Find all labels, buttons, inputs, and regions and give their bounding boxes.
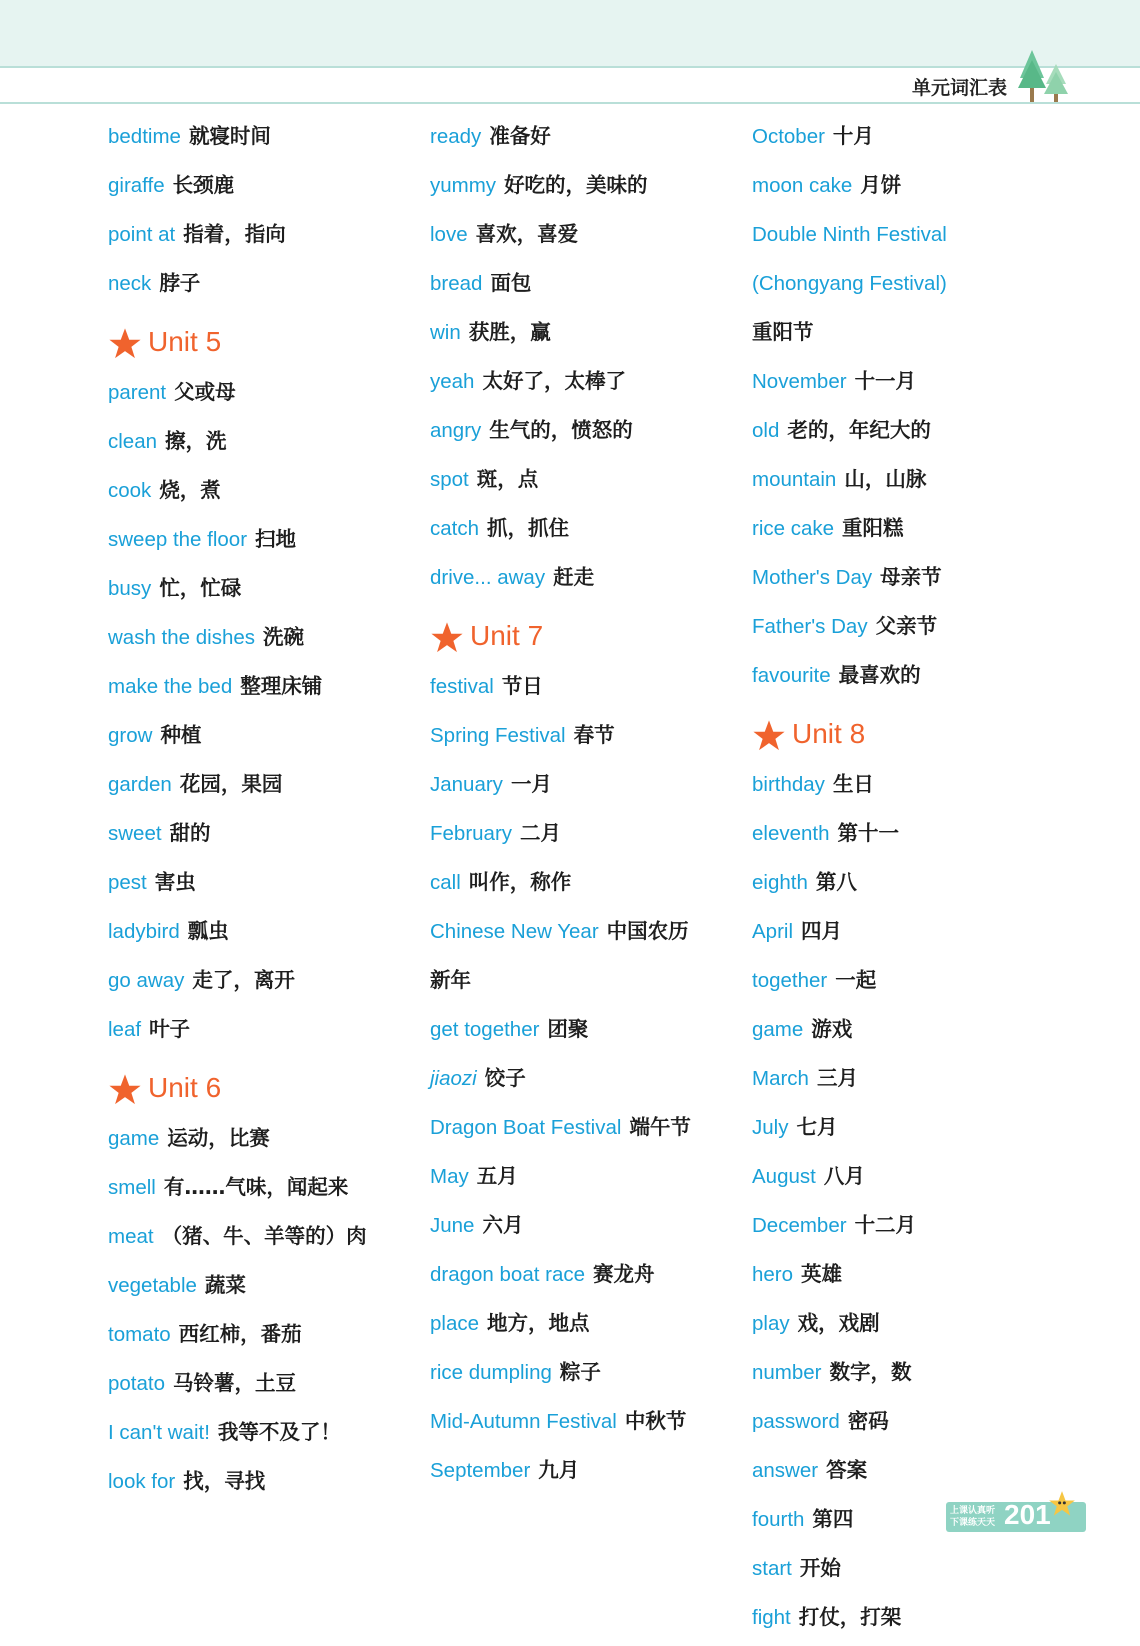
- chinese-meaning: 地方，地点: [487, 1311, 590, 1335]
- vocab-entry: [108, 1314, 428, 1363]
- vocab-entry: [430, 715, 750, 764]
- chinese-meaning: 六月: [482, 1213, 524, 1237]
- english-word: Chinese New Year: [430, 920, 599, 943]
- english-word: love: [430, 223, 468, 246]
- english-word: spot: [430, 468, 469, 491]
- english-word: sweet: [108, 822, 162, 845]
- vocab-entry: [752, 813, 1072, 862]
- chinese-meaning: 一月: [510, 772, 552, 796]
- vocab-entry: [752, 312, 1072, 361]
- chinese-meaning: 害虫: [154, 870, 196, 894]
- unit-heading: [752, 704, 1072, 764]
- chinese-meaning: 第四: [812, 1507, 854, 1531]
- chinese-meaning: 母亲节: [880, 565, 942, 589]
- chinese-meaning: 重阳糕: [842, 516, 904, 540]
- english-word: birthday: [752, 773, 825, 796]
- english-word: place: [430, 1312, 480, 1335]
- english-word: catch: [430, 517, 479, 540]
- unit-title: Unit 6: [148, 1072, 222, 1103]
- english-word: meat: [108, 1225, 154, 1248]
- vocab-entry: [752, 116, 1072, 165]
- chinese-meaning: 瓢虫: [187, 919, 229, 943]
- vocab-entry: [108, 372, 428, 421]
- english-word: favourite: [752, 664, 831, 687]
- english-word: game: [752, 1018, 804, 1041]
- english-word: point at: [108, 223, 176, 246]
- chinese-meaning: 准备好: [489, 124, 551, 148]
- chinese-meaning: 赶走: [553, 565, 595, 589]
- chinese-meaning: 二月: [520, 821, 562, 845]
- english-word: get together: [430, 1018, 540, 1041]
- unit-heading: [108, 1058, 428, 1118]
- english-word: ready: [430, 125, 482, 148]
- vocab-entry: [108, 1363, 428, 1412]
- vocab-entry: [108, 1265, 428, 1314]
- english-word: game: [108, 1127, 160, 1150]
- chinese-meaning: 五月: [476, 1164, 518, 1188]
- chinese-meaning: 新年: [430, 968, 471, 992]
- english-word: clean: [108, 430, 158, 453]
- english-word: giraffe: [108, 174, 165, 197]
- star-icon: [108, 1073, 142, 1107]
- chinese-meaning: 中秋节: [624, 1409, 687, 1433]
- chinese-meaning: 十二月: [854, 1213, 917, 1237]
- vocab-column-1: [108, 116, 428, 1510]
- chinese-meaning: 斑，点: [476, 467, 539, 491]
- chinese-meaning: 找，寻找: [183, 1469, 266, 1493]
- vocab-entry: [430, 813, 750, 862]
- chinese-meaning: 烧，煮: [159, 478, 221, 502]
- chinese-meaning: 四月: [801, 919, 843, 943]
- english-word: win: [430, 321, 461, 344]
- vocab-entry: [430, 1352, 750, 1401]
- vocab-entry: [752, 1107, 1072, 1156]
- english-word: answer: [752, 1459, 819, 1482]
- vocab-entry: [108, 911, 428, 960]
- vocab-entry: [752, 214, 1072, 263]
- chinese-meaning: 打仗，打架: [798, 1605, 902, 1629]
- english-word: leaf: [108, 1018, 142, 1041]
- vocab-entry: [430, 1303, 750, 1352]
- english-word: yeah: [430, 370, 475, 393]
- english-word: moon cake: [752, 174, 853, 197]
- english-word: number: [752, 1361, 822, 1384]
- chinese-meaning: 面包: [490, 271, 532, 295]
- vocab-entry: [752, 1009, 1072, 1058]
- vocab-entry: [430, 764, 750, 813]
- english-word: July: [752, 1116, 789, 1139]
- chinese-meaning: 生日: [832, 772, 874, 796]
- vocab-entry: [108, 568, 428, 617]
- star-icon: [108, 327, 142, 361]
- chinese-meaning: 长颈鹿: [172, 173, 235, 197]
- english-word: January: [430, 773, 503, 796]
- chinese-meaning: 最喜欢的: [838, 663, 921, 687]
- english-word: September: [430, 1459, 531, 1482]
- english-word: October: [752, 125, 825, 148]
- badge-slogan: [950, 1505, 1004, 1529]
- english-word: wash the dishes: [108, 626, 256, 649]
- vocab-entry: [108, 862, 428, 911]
- chinese-meaning: 生气的，愤怒的: [489, 418, 633, 442]
- chinese-meaning: 擦，洗: [165, 429, 227, 453]
- vocab-entry: [752, 361, 1072, 410]
- vocab-entry: [108, 116, 428, 165]
- vocab-column-3: [752, 116, 1072, 1646]
- english-word: go away: [108, 969, 185, 992]
- chinese-meaning: 九月: [538, 1458, 580, 1482]
- english-word: cook: [108, 479, 152, 502]
- unit-title: Unit 7: [470, 620, 544, 651]
- chinese-meaning: 有……气味，闻起来: [163, 1175, 349, 1199]
- top-band: [0, 0, 1140, 68]
- english-word: August: [752, 1165, 816, 1188]
- vocab-entry: [108, 666, 428, 715]
- english-word: smell: [108, 1176, 156, 1199]
- chinese-meaning: 叫作，称作: [468, 870, 572, 894]
- vocab-entry: [108, 214, 428, 263]
- chinese-meaning: 太好了，太棒了: [482, 369, 626, 393]
- vocab-entry: [752, 557, 1072, 606]
- english-word: eighth: [752, 871, 808, 894]
- chinese-meaning: 饺子: [484, 1066, 526, 1090]
- english-word: start: [752, 1557, 792, 1580]
- tree-icon: [1018, 48, 1078, 106]
- english-word: November: [752, 370, 847, 393]
- english-word: June: [430, 1214, 475, 1237]
- chinese-meaning: 花园，果园: [179, 772, 283, 796]
- vocab-entry: [108, 1412, 428, 1461]
- vocab-entry: [752, 1352, 1072, 1401]
- chinese-meaning: 马铃薯，土豆: [173, 1371, 296, 1395]
- english-word: play: [752, 1312, 790, 1335]
- chinese-meaning: 七月: [796, 1115, 838, 1139]
- vocab-entry: [108, 960, 428, 1009]
- star-mascot-icon: [1048, 1490, 1076, 1518]
- vocab-entry: [430, 1401, 750, 1450]
- english-word: potato: [108, 1372, 165, 1395]
- chinese-meaning: （猪、牛、羊等的）肉: [161, 1224, 367, 1248]
- english-word: call: [430, 871, 461, 894]
- chinese-meaning: 获胜，赢: [468, 320, 551, 344]
- english-word: garden: [108, 773, 172, 796]
- english-word: vegetable: [108, 1274, 197, 1297]
- vocab-entry: [752, 165, 1072, 214]
- chinese-meaning: 扫地: [255, 527, 297, 551]
- vocab-entry: [430, 666, 750, 715]
- chinese-meaning: 种植: [160, 723, 202, 747]
- english-word: Mid-Autumn Festival: [430, 1410, 617, 1433]
- chinese-meaning: 三月: [816, 1066, 858, 1090]
- chinese-meaning: 洗碗: [263, 625, 305, 649]
- vocab-entry: [752, 1401, 1072, 1450]
- chinese-meaning: 密码: [847, 1409, 889, 1433]
- badge-line-2: 下课练天天: [950, 1518, 996, 1528]
- chinese-meaning: 叶子: [149, 1017, 191, 1041]
- vocab-entry: [752, 1058, 1072, 1107]
- vocab-entry: [430, 1058, 750, 1107]
- english-word: busy: [108, 577, 152, 600]
- chinese-meaning: 我等不及了！: [217, 1420, 341, 1444]
- vocab-entry: [108, 421, 428, 470]
- star-icon: [752, 719, 786, 753]
- english-word: together: [752, 969, 828, 992]
- vocab-entry: [752, 508, 1072, 557]
- english-word: yummy: [430, 174, 497, 197]
- english-word: bread: [430, 272, 483, 295]
- unit-heading: [108, 312, 428, 372]
- english-word: jiaozi: [430, 1067, 477, 1090]
- chinese-meaning: 端午节: [629, 1115, 691, 1139]
- chinese-meaning: 第十一: [837, 821, 900, 845]
- unit-title: Unit 5: [148, 326, 222, 357]
- vocab-entry: [430, 911, 750, 960]
- star-icon: [430, 621, 464, 655]
- chinese-meaning: 团聚: [547, 1017, 589, 1041]
- english-word: pest: [108, 871, 147, 894]
- vocab-entry: [430, 1254, 750, 1303]
- chinese-meaning: 中国农历: [606, 919, 689, 943]
- english-word: make the bed: [108, 675, 233, 698]
- unit-heading: [430, 606, 750, 666]
- vocab-entry: [430, 557, 750, 606]
- english-word: Father's Day: [752, 615, 868, 638]
- vocab-entry: [430, 459, 750, 508]
- chinese-meaning: 忙，忙碌: [159, 576, 242, 600]
- english-word: Dragon Boat Festival: [430, 1116, 622, 1139]
- english-word: (Chongyang Festival): [752, 272, 947, 295]
- vocab-entry: [752, 606, 1072, 655]
- vocab-entry: [108, 764, 428, 813]
- vocab-entry: [108, 1009, 428, 1058]
- vocab-entry: [752, 1548, 1072, 1597]
- english-word: March: [752, 1067, 809, 1090]
- vocab-entry: [752, 1254, 1072, 1303]
- english-word: Double Ninth Festival: [752, 223, 947, 246]
- chinese-meaning: 一起: [835, 968, 877, 992]
- vocab-entry: [108, 1216, 428, 1265]
- english-word: April: [752, 920, 794, 943]
- header-divider: [0, 102, 1140, 104]
- chinese-meaning: 赛龙舟: [593, 1262, 655, 1286]
- chinese-meaning: 蔬菜: [204, 1273, 246, 1297]
- english-word: bedtime: [108, 125, 181, 148]
- vocab-entry: [430, 214, 750, 263]
- chinese-meaning: 戏，戏剧: [797, 1311, 880, 1335]
- english-word: ladybird: [108, 920, 180, 943]
- chinese-meaning: 父或母: [174, 380, 236, 404]
- vocab-entry: [108, 165, 428, 214]
- chinese-meaning: 十一月: [854, 369, 917, 393]
- badge-line-1: 上课认真听: [950, 1506, 996, 1516]
- chinese-meaning: 山，山脉: [844, 467, 927, 491]
- chinese-meaning: 抓，抓住: [487, 516, 569, 540]
- vocab-entry: [430, 1156, 750, 1205]
- english-word: tomato: [108, 1323, 171, 1346]
- chinese-meaning: 游戏: [811, 1017, 853, 1041]
- vocab-entry: [430, 1205, 750, 1254]
- chinese-meaning: 春节: [573, 723, 615, 747]
- english-word: Spring Festival: [430, 724, 566, 747]
- chinese-meaning: 八月: [823, 1164, 865, 1188]
- vocab-entry: [752, 1156, 1072, 1205]
- english-word: look for: [108, 1470, 176, 1493]
- vocab-entry: [752, 459, 1072, 508]
- english-word: parent: [108, 381, 167, 404]
- english-word: festival: [430, 675, 494, 698]
- vocab-entry: [752, 960, 1072, 1009]
- english-word: fight: [752, 1606, 791, 1629]
- vocab-entry: [752, 263, 1072, 312]
- english-word: drive... away: [430, 566, 546, 589]
- english-word: grow: [108, 724, 153, 747]
- english-word: Mother's Day: [752, 566, 873, 589]
- chinese-meaning: 父亲节: [875, 614, 938, 638]
- vocab-entry: [108, 617, 428, 666]
- chinese-meaning: 答案: [826, 1458, 868, 1482]
- english-word: fourth: [752, 1508, 805, 1531]
- english-word: password: [752, 1410, 840, 1433]
- page-title: 单元词汇表: [912, 77, 1008, 99]
- english-word: mountain: [752, 468, 837, 491]
- english-word: neck: [108, 272, 152, 295]
- chinese-meaning: 就寝时间: [188, 124, 271, 148]
- chinese-meaning: 喜欢，喜爱: [475, 222, 579, 246]
- vocab-entry: [430, 960, 750, 1009]
- vocab-entry: [108, 519, 428, 568]
- english-word: February: [430, 822, 513, 845]
- vocab-entry: [108, 1167, 428, 1216]
- page-number: 201: [1004, 1499, 1051, 1530]
- english-word: May: [430, 1165, 469, 1188]
- chinese-meaning: 英雄: [801, 1262, 843, 1286]
- english-word: dragon boat race: [430, 1263, 586, 1286]
- chinese-meaning: 开始: [799, 1556, 841, 1580]
- chinese-meaning: 甜的: [169, 821, 211, 845]
- chinese-meaning: 好吃的，美味的: [504, 173, 648, 197]
- english-word: rice dumpling: [430, 1361, 552, 1384]
- english-word: I can't wait!: [108, 1421, 210, 1444]
- vocab-entry: [108, 813, 428, 862]
- chinese-meaning: 重阳节: [752, 320, 814, 344]
- chinese-meaning: 西红柿，番茄: [178, 1322, 302, 1346]
- chinese-meaning: 指着，指向: [183, 222, 286, 246]
- vocab-entry: [752, 1205, 1072, 1254]
- vocab-entry: [108, 470, 428, 519]
- english-word: old: [752, 419, 780, 442]
- english-word: hero: [752, 1263, 794, 1286]
- vocab-entry: [108, 263, 428, 312]
- chinese-meaning: 整理床铺: [240, 674, 323, 698]
- page-number-badge: [946, 1499, 1086, 1532]
- vocab-entry: [752, 911, 1072, 960]
- vocab-entry: [430, 116, 750, 165]
- vocab-entry: [752, 764, 1072, 813]
- chinese-meaning: 节日: [501, 674, 543, 698]
- vocab-entry: [108, 1461, 428, 1510]
- chinese-meaning: 第八: [815, 870, 857, 894]
- unit-title: Unit 8: [792, 718, 866, 749]
- chinese-meaning: 运动，比赛: [167, 1126, 270, 1150]
- chinese-meaning: 老的，年纪大的: [787, 418, 931, 442]
- vocab-entry: [752, 1303, 1072, 1352]
- vocab-entry: [430, 862, 750, 911]
- english-word: eleventh: [752, 822, 830, 845]
- vocab-entry: [752, 410, 1072, 459]
- english-word: December: [752, 1214, 847, 1237]
- chinese-meaning: 粽子: [559, 1360, 601, 1384]
- vocab-entry: [752, 1450, 1072, 1499]
- vocab-entry: [108, 715, 428, 764]
- chinese-meaning: 十月: [832, 124, 874, 148]
- chinese-meaning: 走了，离开: [192, 968, 295, 992]
- vocab-column-2: [430, 116, 750, 1499]
- english-word: rice cake: [752, 517, 835, 540]
- vocab-entry: [430, 263, 750, 312]
- vocab-entry: [752, 1597, 1072, 1646]
- english-word: angry: [430, 419, 482, 442]
- chinese-meaning: 数字，数: [829, 1360, 912, 1384]
- english-word: sweep the floor: [108, 528, 248, 551]
- vocab-entry: [430, 1107, 750, 1156]
- vocab-entry: [752, 655, 1072, 704]
- vocab-entry: [430, 312, 750, 361]
- vocab-entry: [430, 508, 750, 557]
- chinese-meaning: 脖子: [159, 271, 201, 295]
- vocab-entry: [108, 1118, 428, 1167]
- vocab-entry: [430, 1009, 750, 1058]
- vocab-entry: [430, 410, 750, 459]
- chinese-meaning: 月饼: [860, 173, 902, 197]
- vocab-entry: [752, 862, 1072, 911]
- vocab-entry: [430, 1450, 750, 1499]
- vocab-entry: [430, 165, 750, 214]
- vocab-entry: [430, 361, 750, 410]
